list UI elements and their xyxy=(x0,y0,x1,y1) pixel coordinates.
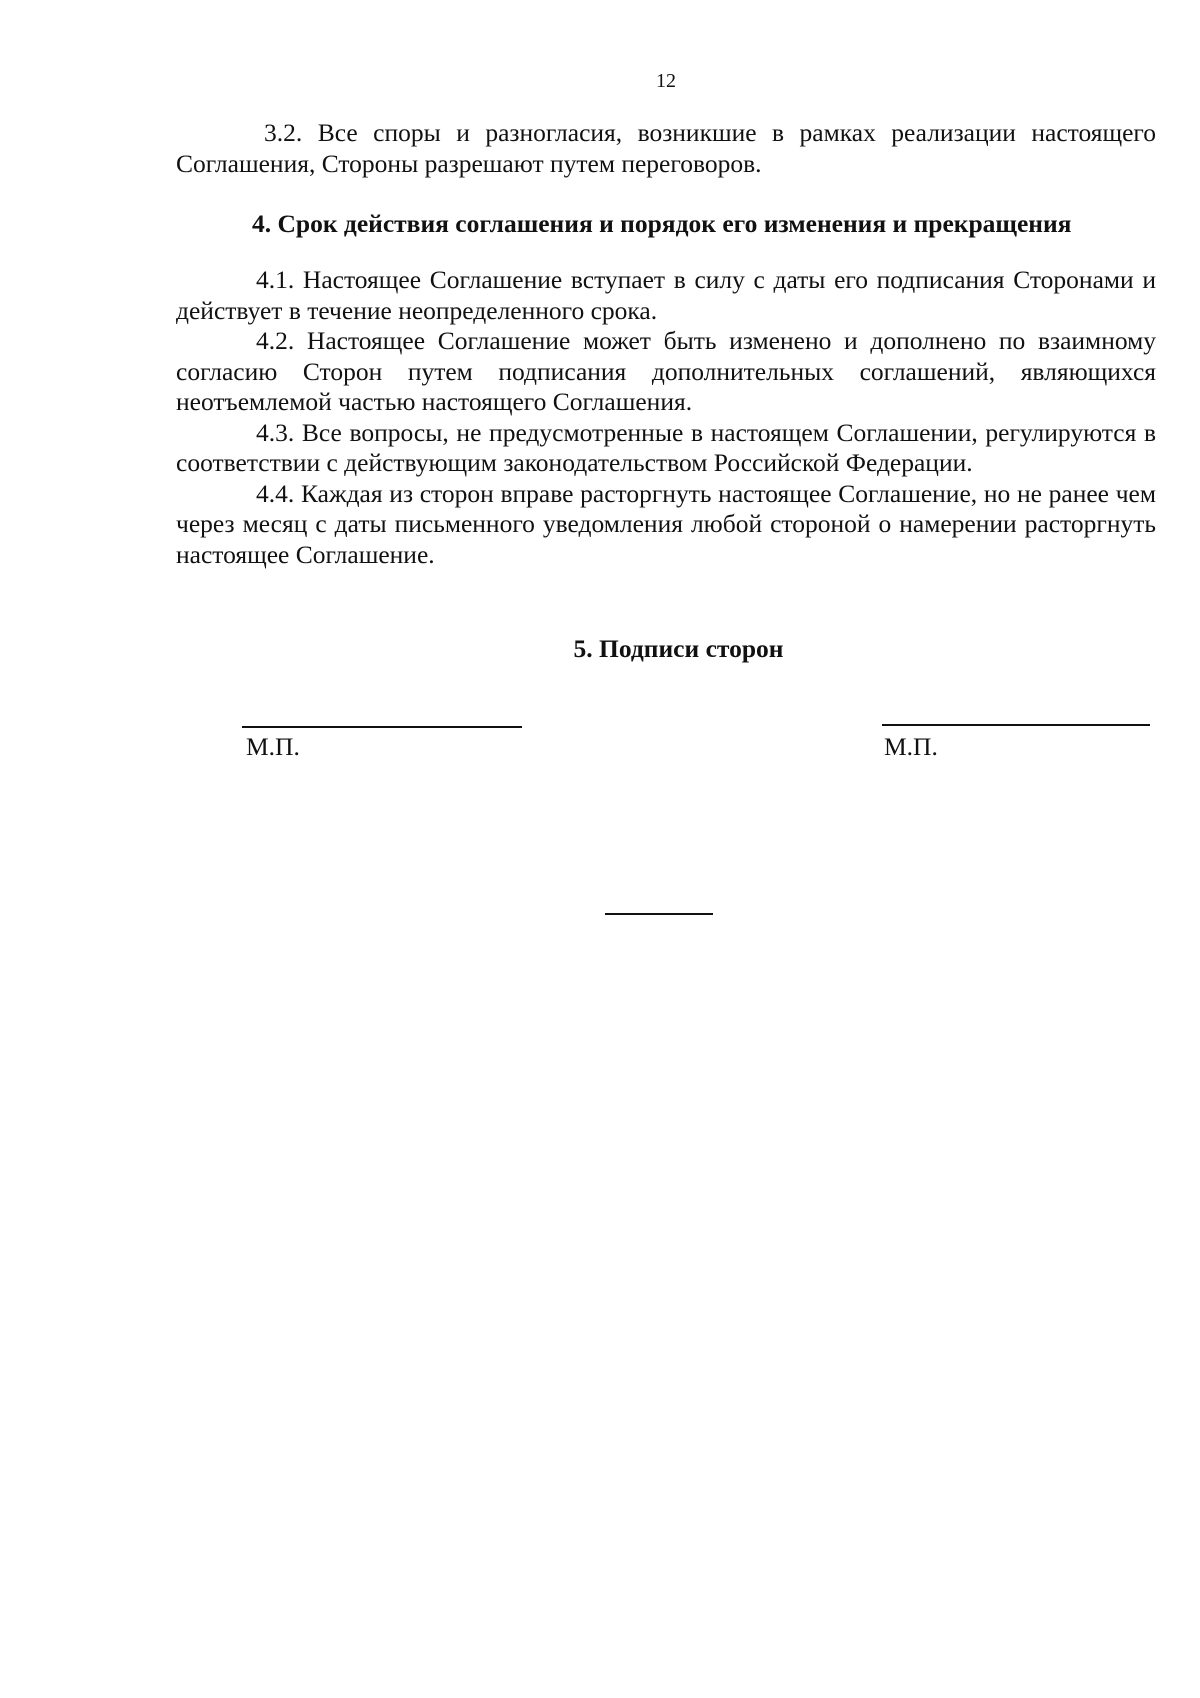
section-5-heading: 5. Подписи сторон xyxy=(573,634,784,663)
paragraph-4-3: 4.3. Все вопросы, не предусмотренные в настоящем Соглашении, регулируются в соответствии с действующим законодательством Российской Федерации. xyxy=(176,417,1156,477)
paragraph-3-2: 3.2. Все споры и разногласия, возникшие в рамках реализации настоящего Соглашения, Стороны разрешают путем переговоров. xyxy=(176,118,1156,178)
paragraph-4-2: 4.2. Настоящее Соглашение может быть изменено и дополнено по взаимному согласию Сторон путем подписания дополнительных соглашений, являющихся неотъемлемой частью настоящего Соглашения. xyxy=(176,326,1156,416)
right-signature-line xyxy=(882,724,1150,726)
left-seal-label: М.П. xyxy=(246,732,300,761)
left-signature-line xyxy=(242,726,522,728)
document-body xyxy=(176,118,1156,570)
page-number: 12 xyxy=(656,70,676,92)
right-seal-label: М.П. xyxy=(884,732,938,761)
section-4-heading: 4. Срок действия соглашения и порядок его изменения и прекращения xyxy=(252,209,1072,238)
paragraph-4-1: 4.1. Настоящее Соглашение вступает в силу с даты его подписания Сторонами и действует в течение неопределенного срока. xyxy=(176,265,1156,325)
end-of-document-rule xyxy=(605,913,713,915)
paragraph-4-4: 4.4. Каждая из сторон вправе расторгнуть настоящее Соглашение, но не ранее чем через месяц с даты письменного уведомления любой стороной о намерении расторгнуть настоящее Соглашение. xyxy=(176,478,1156,569)
